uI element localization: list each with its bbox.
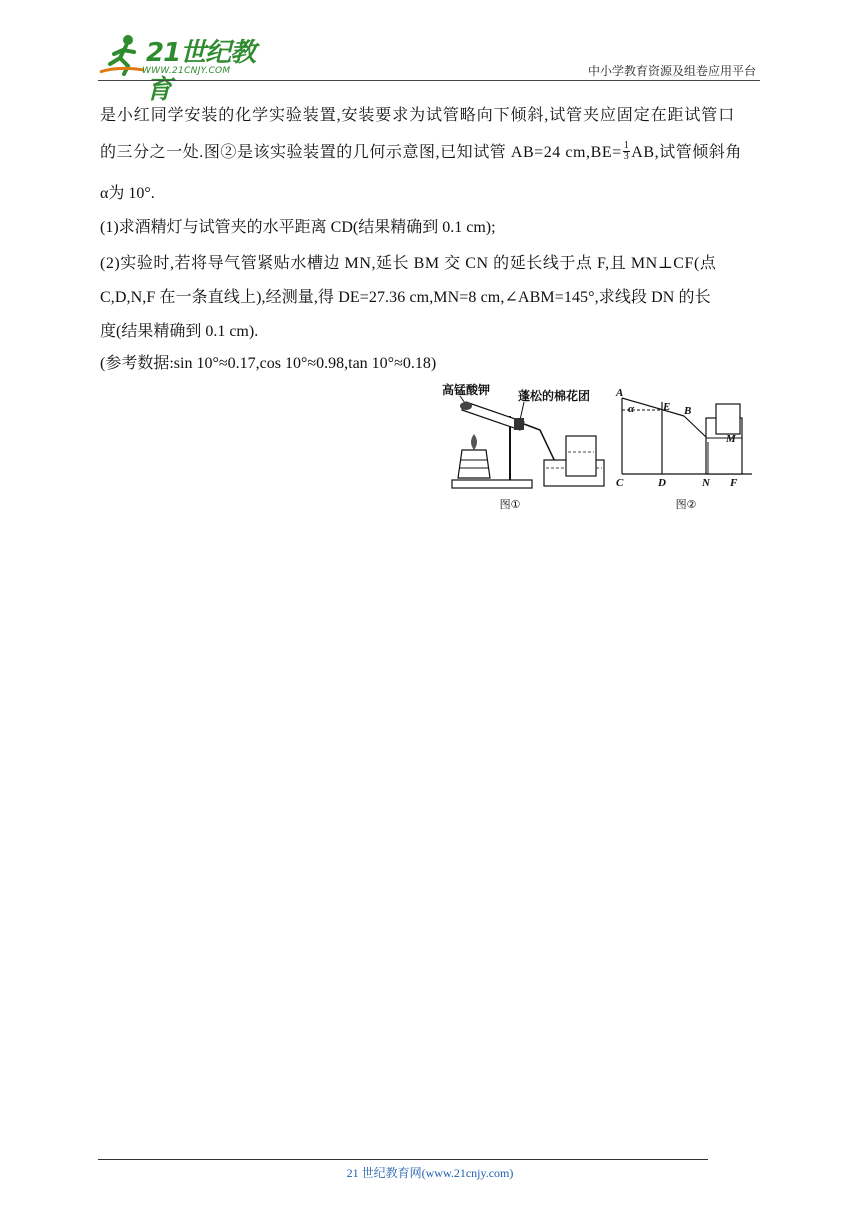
schematic-bottle — [716, 404, 740, 434]
gas-bottle — [566, 436, 596, 476]
question-2-line-3: 度(结果精确到 0.1 cm). — [100, 323, 259, 340]
runner-logo-icon — [98, 32, 148, 76]
problem-line-2-b: AB,试管倾斜角 — [631, 144, 742, 162]
problem-line-1: 是小红同学安装的化学实验装置,安装要求为试管略向下倾斜,试管夹应固定在距试管口 — [100, 107, 736, 124]
fraction-numerator: 1 — [623, 140, 630, 151]
caption-figure-2: 图② — [675, 498, 697, 511]
header-tagline: 中小学教育资源及组卷应用平台 — [587, 64, 756, 78]
stand-base — [452, 480, 532, 488]
caption-figure-1: 图① — [499, 498, 521, 511]
point-b-label: B — [684, 405, 692, 417]
header-divider — [98, 80, 760, 81]
question-2-line-2: C,D,N,F 在一条直线上),经测量,得 DE=27.36 cm,MN=8 cm,∠ABM=145°,求线段 DN 的长 — [100, 289, 711, 306]
point-n-label: N — [702, 477, 710, 489]
angle-alpha-label: α — [628, 403, 635, 415]
page-header — [98, 28, 760, 105]
figure-2 — [615, 387, 752, 511]
reference-data: (参考数据:sin 10°≈0.17,cos 10°≈0.98,tan 10°≈0.18) — [100, 355, 437, 372]
label-kmno4: 高锰酸钾 — [442, 383, 491, 397]
logo-text: 21世纪教育 — [146, 38, 256, 105]
question-1: (1)求酒精灯与试管夹的水平距离 CD(结果精确到 0.1 cm); — [100, 219, 496, 236]
point-e-label: E — [663, 401, 671, 413]
fraction-denominator: 3 — [623, 151, 630, 162]
tube-contents — [460, 402, 472, 410]
cotton-pointer — [520, 402, 524, 420]
point-f-label: F — [730, 477, 738, 489]
question-2-line-1: (2)实验时,若将导气管紧贴水槽边 MN,延长 BM 交 CN 的延长线于点 F,且 MN⊥CF(点 — [100, 255, 717, 272]
footer-link[interactable]: 21 世纪教育网(www.21cnjy.com) — [346, 1166, 514, 1180]
point-d-label: D — [658, 477, 666, 489]
point-c-label: C — [616, 477, 624, 489]
figure-svg — [440, 378, 770, 518]
fraction-one-third — [623, 141, 631, 162]
figure-1 — [442, 382, 604, 511]
figures — [440, 378, 770, 518]
label-cotton: 蓬松的棉花团 — [518, 389, 591, 403]
site-logo — [98, 32, 268, 105]
problem-line-2-a: 的三分之一处.图②是该实验装置的几何示意图,已知试管 AB=24 cm,BE= — [100, 144, 622, 162]
point-m-label: M — [726, 433, 736, 445]
alcohol-lamp — [458, 450, 490, 478]
logo-url: WWW.21CNJY.COM — [142, 66, 231, 76]
problem-line-2 — [100, 140, 742, 164]
problem-line-3: α为 10°. — [100, 185, 155, 202]
tube-clamp — [514, 418, 524, 430]
footer-divider — [98, 1159, 708, 1160]
lamp-flame — [471, 434, 477, 450]
point-a-label: A — [616, 387, 624, 399]
